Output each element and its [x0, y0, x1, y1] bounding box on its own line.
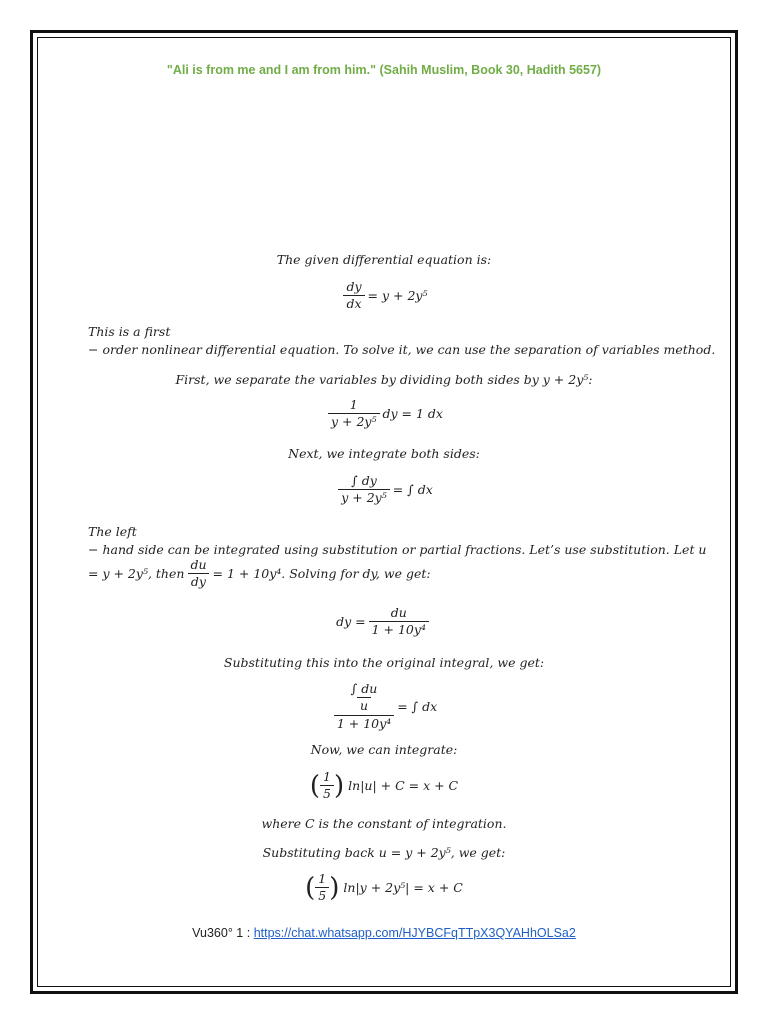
equation-4-fraction	[369, 606, 429, 638]
footer-prefix: Vu360° 1 :	[192, 926, 254, 940]
left-text-line-3-part-a: = y + 2y⁵, then	[88, 566, 185, 582]
du-dy-denominator: dy	[188, 573, 209, 589]
equation-5-fraction	[334, 682, 394, 731]
integrate-both-text: Next, we integrate both sides:	[288, 446, 480, 461]
equation-1-numerator: dy	[346, 279, 362, 294]
separate-text: First, we separate the variables by dividing both sides by y + 2y⁵:	[175, 372, 593, 387]
equation-1-rhs: = y + 2y⁵	[367, 288, 428, 304]
equation-3-rhs: = ∫ dx	[392, 482, 433, 498]
equation-5-inner-numerator: ∫ du	[350, 681, 378, 696]
left-text-line-3	[88, 558, 431, 590]
equation-6	[40, 770, 728, 802]
equation-7-fraction	[315, 872, 329, 904]
left-text-line-2: − hand side can be integrated using substitution or partial fractions. Let’s use substitution. Let u	[88, 542, 707, 557]
equation-1-denominator: dx	[343, 295, 364, 311]
left-text-line-1: The left	[88, 524, 137, 539]
footer	[40, 926, 728, 940]
du-dy-fraction	[187, 558, 209, 590]
equation-4-lhs: dy =	[336, 614, 366, 630]
equation-5-inner-fraction	[348, 682, 381, 714]
equation-7-paren-close: )	[329, 872, 340, 903]
equation-7-rhs: ln|y + 2y⁵| = x + C	[343, 880, 463, 896]
equation-5-rhs: = ∫ dx	[397, 699, 438, 715]
order-text-line-2: − order nonlinear differential equation. To solve it, we can use the separation of variables method.	[88, 342, 716, 357]
substituting-text: Substituting this into the original integral, we get:	[223, 655, 545, 670]
equation-6-rhs: ln|u| + C = x + C	[348, 778, 459, 794]
equation-2-rhs: dy = 1 dx	[382, 406, 443, 422]
equation-3	[40, 474, 728, 506]
equation-3-denominator: y + 2y⁵	[338, 489, 390, 505]
equation-3-fraction	[338, 474, 390, 506]
equation-5-denominator: 1 + 10y⁴	[334, 715, 394, 731]
equation-6-paren-close: )	[333, 770, 345, 801]
equation-4-numerator: du	[390, 605, 407, 620]
du-dy-numerator: du	[190, 557, 207, 572]
substitute-back-text: Substituting back u = y + 2y⁵, we get:	[262, 845, 506, 860]
equation-4-denominator: 1 + 10y⁴	[369, 621, 429, 637]
equation-7	[40, 872, 728, 904]
equation-5	[40, 682, 728, 731]
equation-6-numerator: 1	[323, 769, 331, 784]
equation-1	[40, 280, 728, 312]
equation-1-fraction	[343, 280, 364, 312]
equation-6-fraction	[320, 770, 334, 802]
intro-text: The given differential equation is:	[276, 252, 492, 267]
equation-2	[40, 398, 728, 430]
now-integrate-text: Now, we can integrate:	[310, 742, 458, 757]
order-text-line-1: This is a first	[88, 324, 171, 339]
hadith-quote: "Ali is from me and I am from him." (Sahih Muslim, Book 30, Hadith 5657)	[166, 63, 602, 77]
left-text-line-3-part-b: = 1 + 10y⁴. Solving for dy, we get:	[212, 566, 431, 582]
equation-6-denominator: 5	[320, 785, 334, 801]
equation-7-numerator: 1	[318, 871, 327, 886]
equation-2-fraction	[328, 398, 380, 430]
equation-2-numerator: 1	[349, 397, 358, 412]
equation-2-denominator: y + 2y⁵	[328, 413, 380, 429]
equation-5-inner-denominator: u	[357, 697, 371, 713]
equation-6-paren-open: (	[309, 770, 321, 801]
equation-7-denominator: 5	[315, 887, 329, 903]
equation-7-paren-open: (	[305, 872, 316, 903]
constant-text: where C is the constant of integration.	[261, 816, 507, 831]
equation-4	[40, 606, 728, 638]
whatsapp-link[interactable]: https://chat.whatsapp.com/HJYBCFqTTpX3QYAHhOLSa2	[253, 926, 576, 940]
equation-3-numerator: ∫ dy	[351, 473, 377, 488]
